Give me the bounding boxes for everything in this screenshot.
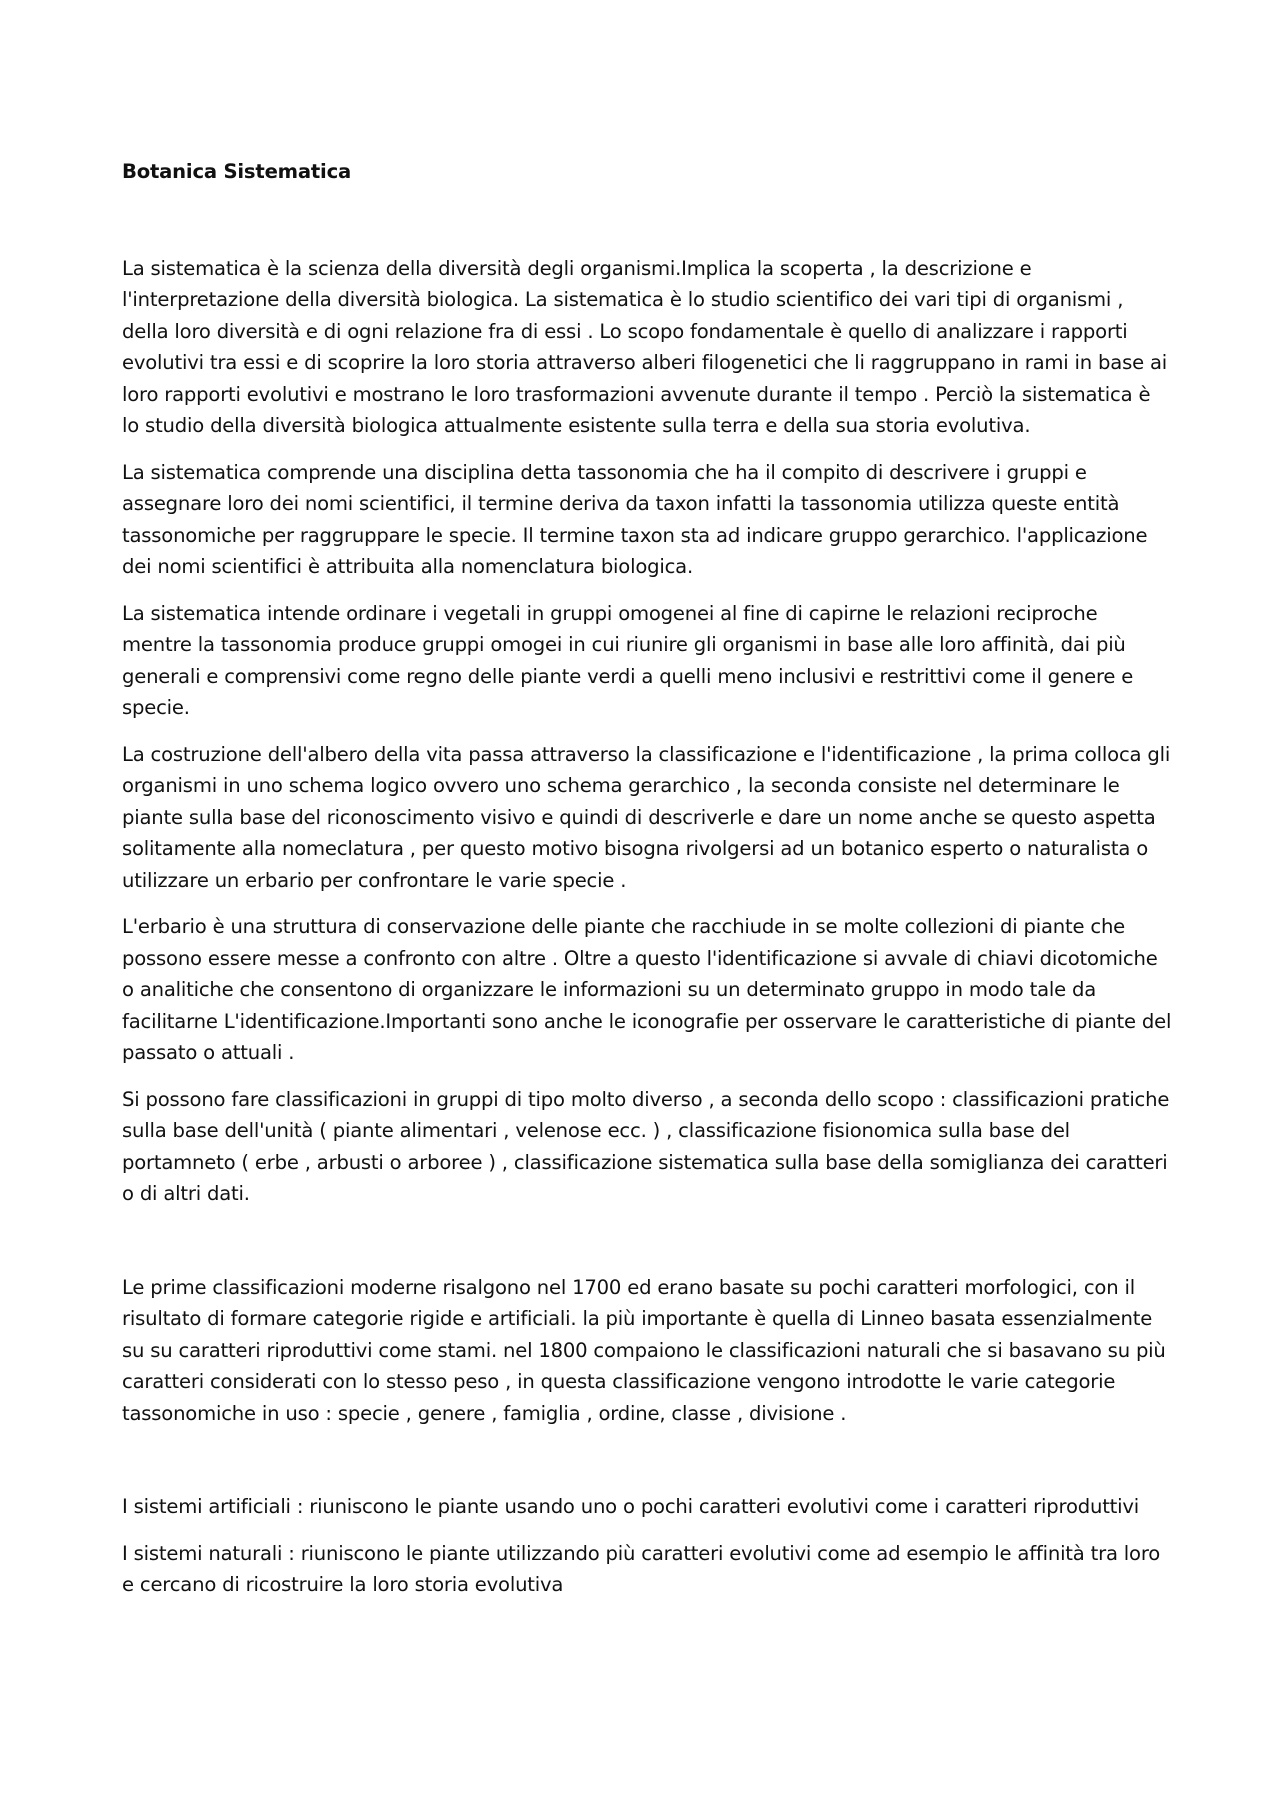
paragraph-tree-of-life: La costruzione dell'albero della vita passa attraverso la classificazione e l'identificazione , la prima colloca gli organismi in uno schema logico ovvero uno schema gerarchico , la seconda consiste nel determinare le piante sulla base del riconoscimento visivo e quindi di descriverle e dare un nome anche se questo aspetta solitamente alla nomeclatura , per questo motivo bisogna rivolgersi ad un botanico esperto o naturalista o utilizzare un erbario per confrontare le varie specie . (122, 742, 1171, 892)
paragraph-classification-types: Si possono fare classificazioni in gruppi di tipo molto diverso , a seconda dello scopo : classificazioni pratiche sulla base dell'unità ( piante alimentari , velenose ecc. ) , classificazione fisionomica sulla base del portamneto ( erbe , arbusti o arboree ) , classificazione sistematica sulla base della somiglianza dei caratteri o di altri dati. (122, 1087, 1170, 1205)
paragraph-artificial-systems: I sistemi artificiali : riuniscono le piante usando uno o pochi caratteri evolutivi come i caratteri riproduttivi (122, 1495, 1140, 1518)
document-body (122, 156, 1172, 1616)
paragraph-natural-systems: I sistemi naturali : riuniscono le piante utilizzando più caratteri evolutivi come ad esempio le affinità tra loro e cercano di ricostruire la loro storia evolutiva (122, 1541, 1161, 1596)
spacer (122, 188, 1172, 253)
paragraph-groups: La sistematica intende ordinare i vegetali in gruppi omogenei al fine di capirne le relazioni reciproche mentre la tassonomia produce gruppi omogei in cui riunire gli organismi in base alle loro affinità, dai più generali e comprensivi come regno delle piante verdi a quelli meno inclusivi e restrittivi come il genere e specie. (122, 601, 1134, 719)
paragraph-history: Le prime classificazioni moderne risalgono nel 1700 ed erano basate su pochi caratteri morfologici, con il risultato di formare categorie rigide e artificiali. la più importante è quella di Linneo basata essenzialmente su su caratteri riproduttivi come stami. nel 1800 compaiono le classificazioni naturali che si basavano su più caratteri considerati con lo stesso peso , in questa classificazione vengono introdotte le varie categorie tassonomiche in uso : specie , genere , famiglia , ordine, classe , divisione . (122, 1275, 1166, 1425)
paragraph-herbarium: L'erbario è una struttura di conservazione delle piante che racchiude in se molte collezioni di piante che possono essere messe a confronto con altre . Oltre a questo l'identificazione si avvale di chiavi dicotomiche o analitiche che consentono di organizzare le informazioni su un determinato gruppo in modo tale da facilitarne L'identificazione.Importanti sono anche le iconografie per osservare le caratteristiche di piante del passato o attuali . (122, 915, 1172, 1064)
document-title: Botanica Sistematica (122, 160, 352, 183)
spacer (122, 1444, 1172, 1491)
spacer (122, 1225, 1172, 1272)
paragraph-taxonomy: La sistematica comprende una disciplina detta tassonomia che ha il compito di descrivere i gruppi e assegnare loro dei nomi scientifici, il termine deriva da taxon infatti la tassonomia utilizza queste entità tassonomiche per raggruppare le specie. Il termine taxon sta ad indicare gruppo gerarchico. l'applicazione dei nomi scientifici è attribuita alla nomenclatura biologica. (122, 460, 1148, 578)
paragraph-definition: La sistematica è la scienza della diversità degli organismi.Implica la scoperta , la descrizione e l'interpretazione della diversità biologica. La sistematica è lo studio scientifico dei vari tipi di organismi , della loro diversità e di ogni relazione fra di essi . Lo scopo fondamentale è quello di analizzare i rapporti evolutivi tra essi e di scoprire la loro storia attraverso alberi filogenetici che li raggruppano in rami in base ai loro rapporti evolutivi e mostrano le loro trasformazioni avvenute durante il tempo . Perciò la sistematica è lo studio della diversità biologica attualmente esistente sulla terra e della sua storia evolutiva. (122, 256, 1168, 437)
